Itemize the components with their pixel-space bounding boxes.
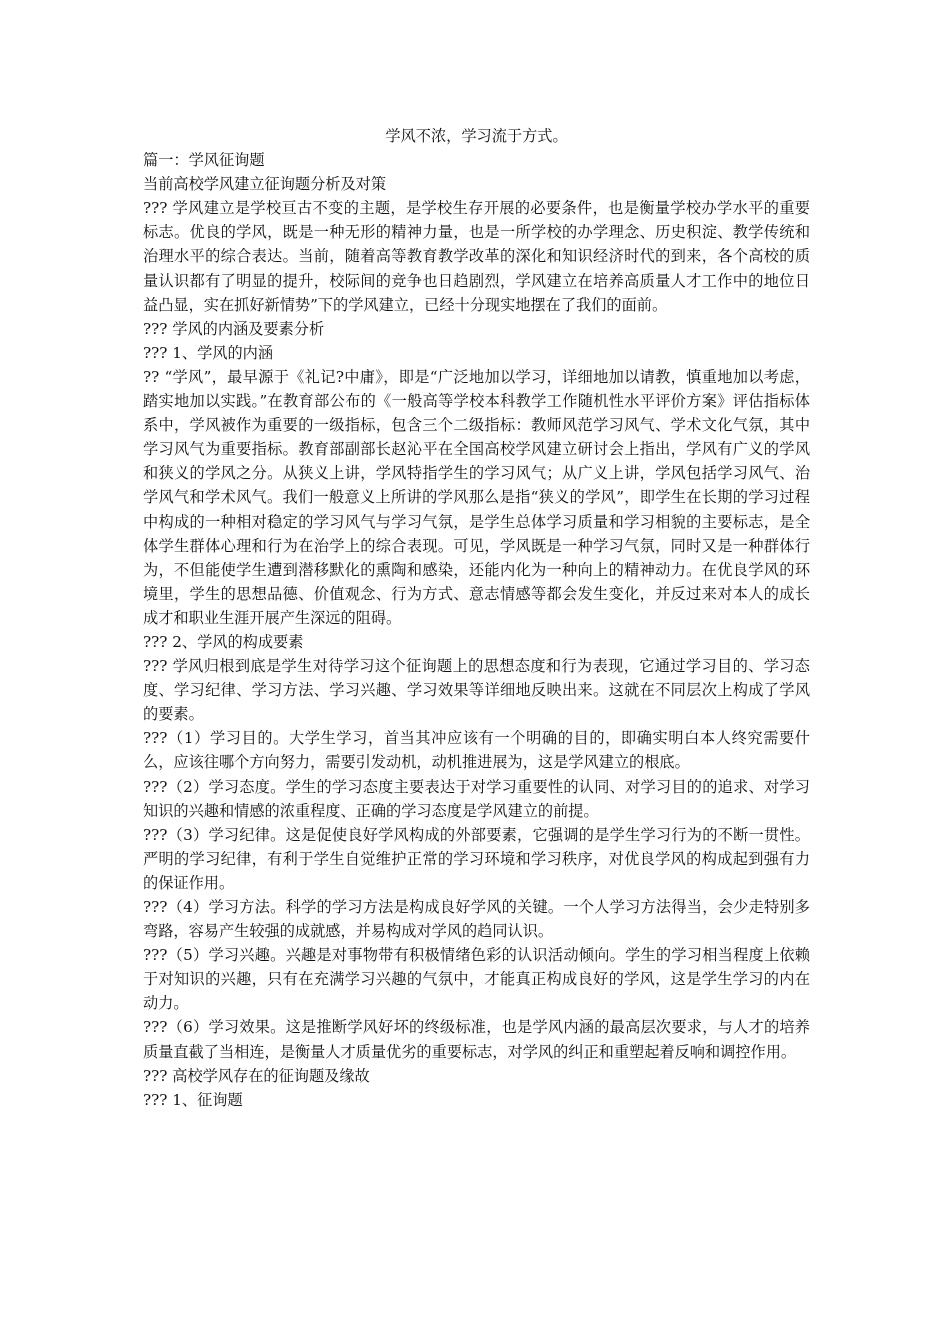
paragraph-intro: ??? 学风建立是学校亘古不变的主题，是学校生存开展的必要条件，也是衡量学校办学水平的重要标志。优良的学风，既是一种无形的精神力量，也是一所学校的办学理念、历史积淀、教学传统和治理水平的综合表达。当前，随着高等教育教学改革的深化和知识经济时代的到来，各个高校的质量认识都有了明显的提升，校际间的竞争也日趋剧烈，学风建立在培养高质量人才工作中的地位日益凸显，实在抓好新情势”下的学风建立，已经十分现实地摆在了我们的面前。 [143,199,810,314]
paragraph-attitude: ???（2）学习态度。学生的学习态度主要表达于对学习重要性的认同、对学习目的的追求、对学习知识的兴趣和情感的浓重程度、正确的学习态度是学风建立的前提。 [143,777,810,820]
paragraph-goal: ???（1）学习目的。大学生学习，首当其冲应该有一个明确的目的，即确实明白本人终究需要什么，应该往哪个方向努力，需要引发动机，动机推进展为，这是学风建立的根底。 [143,729,810,772]
document-page [143,124,810,1112]
paragraph-interest: ???（5）学习兴趣。兴趣是对事物带有积极情绪色彩的认识活动倾向。学生的学习相当程度上依赖于对知识的兴趣，只有在充满学习兴趣的气氛中，才能真正构成良好的学风，这是学生学习的内在动力。 [143,946,810,1013]
document-title: 学风不浓，学习流于方式。 [385,127,568,145]
subsection-heading-problems: ??? 1、征询题 [143,1090,243,1109]
section-heading-connotation-elements: ??? 学风的内涵及要素分析 [143,319,325,338]
paragraph-discipline: ???（3）学习纪律。这是促使良好学风构成的外部要素，它强调的是学生学习行为的不断一贯性。严明的学习纪律，有利于学生自觉维护正常的学习环境和学习秩序，对优良学风的构成起到强有力的保证作用。 [143,825,810,892]
article-subtitle: 当前高校学风建立征询题分析及对策 [143,175,386,194]
paragraph-effect: ???（6）学习效果。这是推断学风好坏的终级标准，也是学风内涵的最高层次要求，与人才的培养质量直截了当相连，是衡量人才质量优劣的重要标志，对学风的纠正和重塑起着反响和调控作用。 [143,1018,810,1061]
paragraph-elements: ??? 学风归根到底是学生对待学习这个征询题上的思想态度和行为表现，它通过学习目的、学习态度、学习纪律、学习方法、学习兴趣、学习效果等详细地反映出来。这就在不同层次上构成了学风的要素。 [143,657,810,724]
chapter-heading: 篇一：学风征询题 [143,151,265,170]
section-heading-problems-causes: ??? 高校学风存在的征询题及缘故 [143,1066,370,1085]
paragraph-connotation: ?? “学风”，最早源于《礼记?中庸》，即是“广泛地加以学习，详细地加以请教，慎重地加以考虑，踏实地加以实践。”在教育部公布的《一般高等学校本科教学工作随机性水平评价方案》评估指标体系中，学风被作为重要的一级指标，包含三个二级指标：教师风范学习风气、学术文化气氛，其中学习风气为重要指标。教育部副部长赵沁平在全国高校学风建立研讨会上指出，学风有广义的学风和狭义的学风之分。从狭义上讲，学风特指学生的学习风气；从广义上讲，学风包括学习风气、治学风气和学术风气。我们一般意义上所讲的学风那么是指“狭义的学风”，即学生在长期的学习过程中构成的一种相对稳定的学习风气与学习气氛，是学生总体学习质量和学习相貌的主要标志，是全体学生群体心理和行为在治学上的综合表现。可见，学风既是一种学习气氛，同时又是一种群体行为，不但能使学生遭到潜移默化的熏陶和感染，还能内化为一种向上的精神动力。在优良学风的环境里，学生的思想品德、价值观念、行为方式、意志情感等都会发生变化，并反过来对本人的成长成才和职业生涯开展产生深远的阻碍。 [143,367,810,627]
paragraph-method: ???（4）学习方法。科学的学习方法是构成良好学风的关键。一个人学习方法得当，会少走特别多弯路，容易产生较强的成就感，并易构成对学风的趋同认识。 [143,898,810,941]
subsection-heading-connotation: ??? 1、学风的内涵 [143,343,274,362]
subsection-heading-elements: ??? 2、学风的构成要素 [143,632,304,651]
